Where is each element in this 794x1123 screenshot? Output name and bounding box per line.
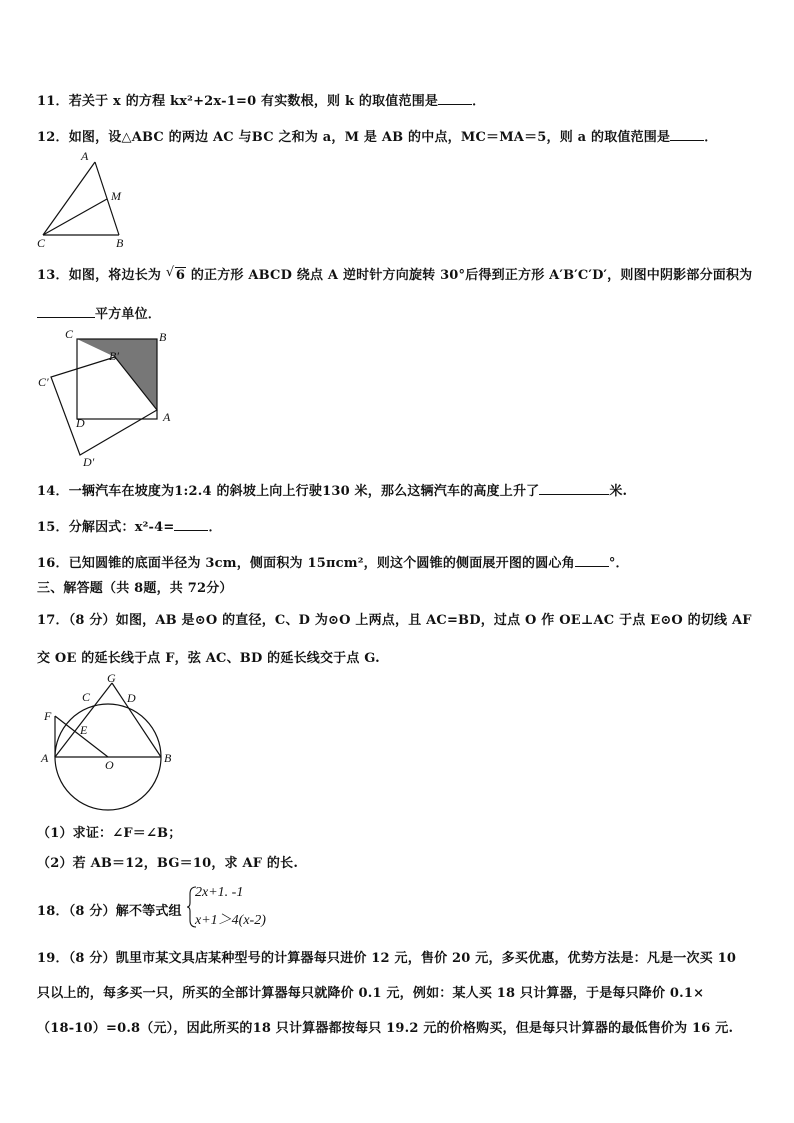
label-b: B [159,330,167,344]
label-a: A [41,751,49,765]
label-a: A [163,410,171,424]
label-b: B [116,236,124,250]
label-e: E [80,723,88,737]
figure-triangle-abc [35,148,130,248]
sqrt-symbol: √ 6 [165,265,186,283]
label-d: D [127,691,136,705]
inequality-2: x+1＞4(x-2) [195,913,266,928]
question-14: 14．一辆汽车在坡度为1:2.4 的斜坡上向上行驶130 米，那么这辆汽车的高度上升了 米. [37,484,628,499]
label-g: G [107,671,116,685]
figure-circle-diameter [35,668,185,813]
label-d: D [76,416,85,430]
answer-blank [174,518,208,531]
question-11-text: 11．若关于 x 的方程 kx²+2x-1=0 有实数根，则 k 的取值范围是 [37,94,439,109]
question-17-line2: 交 OE 的延长线于点 F，弦 AC、BD 的延长线交于点 G. [37,651,380,666]
question-12-text: 12．如图，设△ABC 的两边 AC 与BC 之和为 a，M 是 AB 的中点，MC＝MA＝5，则 a 的取值范围是 [37,130,671,145]
question-17-sub1: （1）求证：∠F＝∠B； [37,826,182,841]
question-12: 12．如图，设△ABC 的两边 AC 与BC 之和为 a，M 是 AB 的中点，MC＝MA＝5，则 a 的取值范围是 ． [37,130,718,145]
label-o: O [105,758,114,772]
label-a: A [81,149,89,163]
answer-blank [438,92,472,105]
question-11: 11．若关于 x 的方程 kx²+2x-1=0 有实数根，则 k 的取值范围是 ． [37,94,486,109]
label-c: C [82,690,91,704]
question-18-label: 18．（8 分）解不等式组 [37,904,182,919]
question-16: 16．已知圆锥的底面半径为 3cm，侧面积为 15πcm²，则这个圆锥的侧面展开图的圆心角 °． [37,556,629,571]
label-f: F [44,709,52,723]
figure-rotated-square [35,328,180,473]
label-c-prime: C′ [38,375,49,389]
question-15: 15．分解因式：x²-4= ． [37,520,222,535]
inequality-1: 2x+1. -1 [195,885,244,900]
question-13: 13．如图，将边长为 √ 6 的正方形 ABCD 绕点 A 逆时针方向旋转 30°后得到正方形 A′B′C′D′，则图中阴影部分面积为 [37,265,753,283]
question-19-line3: （18-10）=0.8（元），因此所买的18 只计算器都按每只 19.2 元的价格购买，但是每只计算器的最低售价为 16 元. [37,1021,734,1036]
question-17-sub2: （2）若 AB＝12，BG＝10，求 AF 的长. [37,856,299,871]
label-b: B [164,751,172,765]
answer-blank [670,128,704,141]
question-19-line1: 19．（8 分）凯里市某文具店某种型号的计算器每只进价 12 元，售价 20 元，多买优惠，优势方法是：凡是一次买 10 [37,951,737,966]
question-13-line2: 平方单位． [37,303,161,322]
label-d-prime: D′ [83,455,95,469]
label-m: M [111,189,121,203]
label-c: C [65,327,74,341]
question-17-line1: 17．（8 分）如图，AB 是⊙O 的直径，C、D 为⊙O 上两点，且 AC=BD，过点 O 作 OE⊥AC 于点 E⊙O 的切线 AF [37,613,752,628]
label-c: C [37,236,46,250]
label-b-prime: B′ [109,349,119,363]
section-heading: 三、解答题（共 8题，共 72分） [37,581,233,596]
question-19-line2: 只以上的，每多买一只，所买的全部计算器每只就降价 0.1 元，例如：某人买 18 只计算器，于是每只降价 0.1× [37,986,705,1001]
answer-blank [37,305,95,318]
answer-blank [575,554,609,567]
answer-blank [539,482,609,495]
